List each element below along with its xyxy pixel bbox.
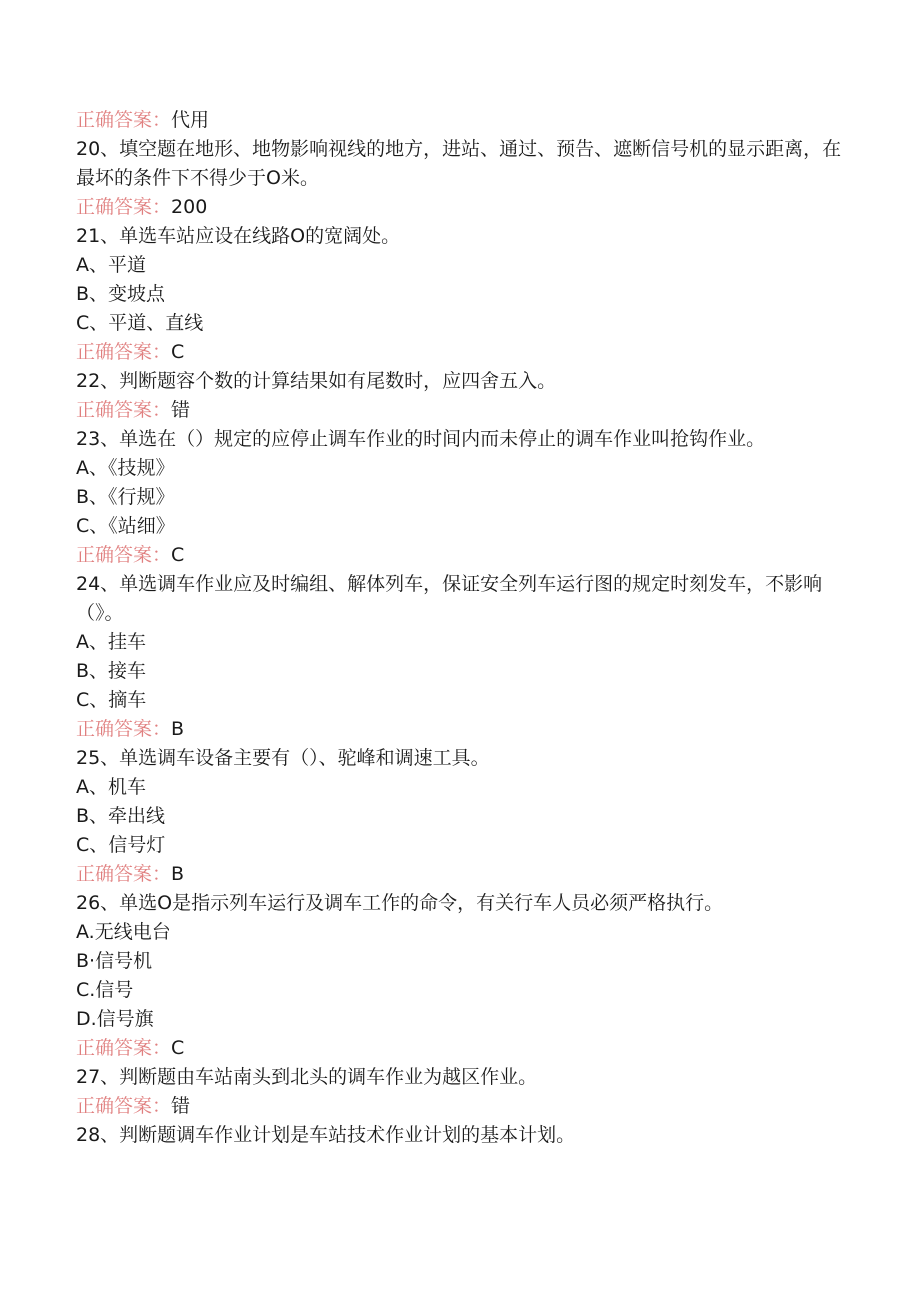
question-text: 23、单选在（）规定的应停止调车作业的时间内而未停止的调车作业叫抢钩作业。	[76, 428, 766, 450]
option-text: C、《站细》	[76, 515, 175, 537]
answer-value: C	[171, 341, 185, 363]
option-text: B、接车	[76, 660, 147, 682]
answer-value: 错	[171, 1095, 191, 1117]
question-text: 24、单选调车作业应及时编组、解体列车，保证安全列车运行图的规定时刻发车，不影响（》。	[76, 573, 823, 624]
answer-label: 正确答案：	[76, 196, 172, 218]
option-text: C、摘车	[76, 689, 147, 711]
answer-label: 正确答案：	[76, 718, 172, 740]
answer-label: 正确答案：	[76, 863, 172, 885]
answer-label: 正确答案：	[76, 544, 172, 566]
document-page	[76, 106, 846, 1150]
answer-label: 正确答案：	[76, 109, 172, 131]
answer-label: 正确答案：	[76, 1095, 172, 1117]
option-text: A、平道	[76, 254, 146, 276]
option-text: D.信号旗	[76, 1008, 154, 1030]
question-text: 26、单选O是指示列车运行及调车工作的命令，有关行车人员必须严格执行。	[76, 892, 724, 914]
option-text: C、平道、直线	[76, 312, 204, 334]
answer-line	[76, 1034, 846, 1063]
question-text: 25、单选调车设备主要有（）、驼峰和调速工具。	[76, 747, 490, 769]
answer-value: 错	[171, 399, 191, 421]
option-text: C、信号灯	[76, 834, 166, 856]
answer-value: C	[171, 1037, 185, 1059]
answer-line	[76, 860, 846, 889]
answer-label: 正确答案：	[76, 399, 172, 421]
option-text: B、变坡点	[76, 283, 166, 305]
option-text: A.无线电台	[76, 921, 171, 943]
option-text: B、《行规》	[76, 486, 175, 508]
option-text: A、《技规》	[76, 457, 175, 479]
question-text: 22、判断题容个数的计算结果如有尾数时，应四舍五入。	[76, 370, 557, 392]
answer-line	[76, 396, 846, 425]
answer-line	[76, 338, 846, 367]
answer-value: C	[171, 544, 185, 566]
answer-value: B	[171, 863, 185, 885]
question-text: 21、单选车站应设在线路O的宽阔处。	[76, 225, 401, 247]
answer-line	[76, 715, 846, 744]
question-text: 27、判断题由车站南头到北头的调车作业为越区作业。	[76, 1066, 538, 1088]
answer-line	[76, 1092, 846, 1121]
answer-line	[76, 193, 846, 222]
question-text: 28、判断题调车作业计划是车站技术作业计划的基本计划。	[76, 1124, 576, 1146]
answer-label: 正确答案：	[76, 341, 172, 363]
answer-value: 代用	[171, 109, 210, 131]
answer-label: 正确答案：	[76, 1037, 172, 1059]
question-text: 20、填空题在地形、地物影响视线的地方，进站、通过、预告、遮断信号机的显示距离，在最坏的条件下不得少于O米。	[76, 138, 842, 189]
option-text: A、挂车	[76, 631, 146, 653]
answer-line	[76, 541, 846, 570]
option-text: B、牵出线	[76, 805, 166, 827]
answer-line	[76, 106, 846, 135]
option-text: B·信号机	[76, 950, 153, 972]
option-text: C.信号	[76, 979, 134, 1001]
answer-value: 200	[171, 196, 208, 218]
answer-value: B	[171, 718, 185, 740]
option-text: A、机车	[76, 776, 146, 798]
